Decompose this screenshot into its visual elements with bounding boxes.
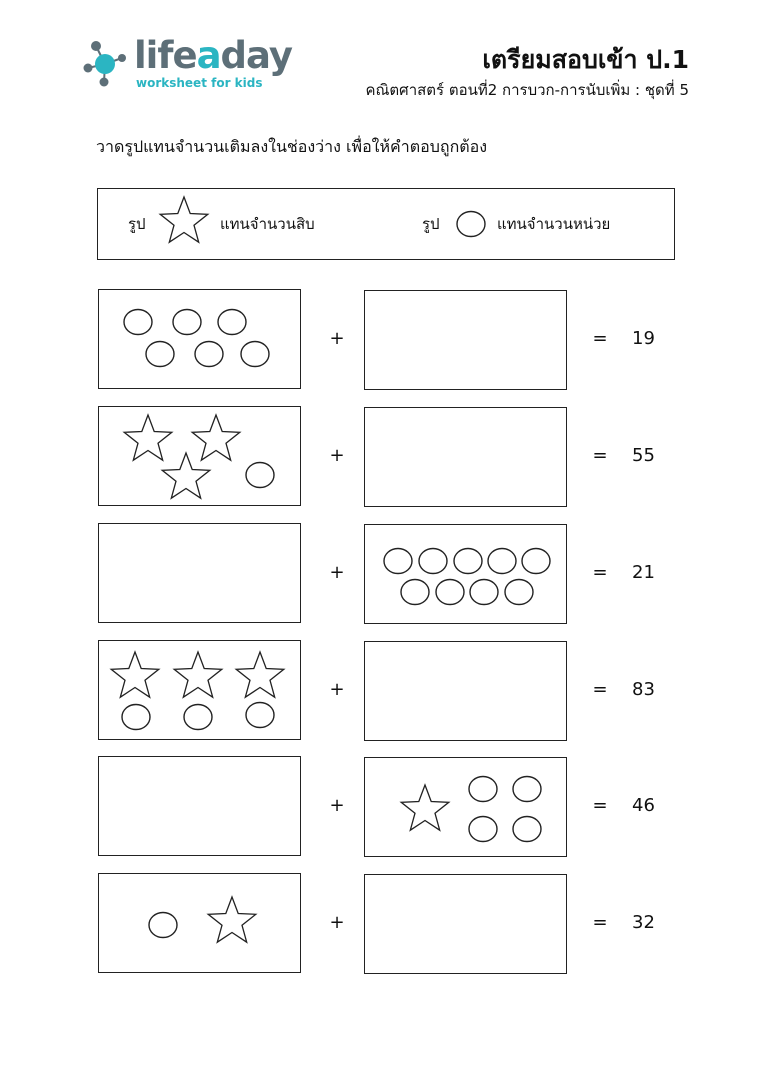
legend-tens-prefix: รูป: [128, 215, 146, 233]
answer-value: 19: [632, 328, 655, 349]
equals-sign: =: [592, 328, 608, 349]
plus-sign: +: [329, 679, 345, 700]
plus-sign: +: [329, 912, 345, 933]
left-answer-box: [98, 406, 301, 506]
equals-sign: =: [592, 679, 608, 700]
brand-tagline: worksheet for kids: [136, 76, 263, 90]
right-answer-box[interactable]: [364, 407, 567, 507]
right-answer-box[interactable]: [364, 641, 567, 741]
equals-sign: =: [592, 912, 608, 933]
left-answer-box: [98, 289, 301, 389]
answer-value: 83: [632, 679, 655, 700]
right-answer-box: [364, 757, 567, 857]
right-answer-box: [364, 524, 567, 624]
brand-name-suffix: day: [220, 34, 292, 77]
right-answer-box[interactable]: [364, 290, 567, 390]
right-answer-box[interactable]: [364, 874, 567, 974]
brand-logo: [82, 34, 292, 94]
left-answer-box: [98, 640, 301, 740]
answer-value: 32: [632, 912, 655, 933]
legend-tens-label: แทนจำนวนสิบ: [220, 215, 315, 233]
plus-sign: +: [329, 328, 345, 349]
answer-value: 21: [632, 562, 655, 583]
brand-name-prefix: life: [134, 34, 197, 77]
plus-sign: +: [329, 562, 345, 583]
left-answer-box[interactable]: [98, 523, 301, 623]
legend-ones-label: แทนจำนวนหน่วย: [497, 215, 611, 233]
plus-sign: +: [329, 445, 345, 466]
answer-value: 55: [632, 445, 655, 466]
brand-name-accent: a: [196, 34, 221, 77]
equals-sign: =: [592, 445, 608, 466]
equals-sign: =: [592, 562, 608, 583]
brand-name: [134, 34, 292, 78]
worksheet-subtitle: คณิตศาสตร์ ตอนที่2 การบวก-การนับเพิ่ม : ชุดที่ 5: [365, 81, 689, 99]
plus-sign: +: [329, 795, 345, 816]
legend-ones-prefix: รูป: [422, 215, 440, 233]
worksheet-title: เตรียมสอบเข้า ป.1: [482, 45, 689, 74]
left-answer-box: [98, 873, 301, 973]
answer-value: 46: [632, 795, 655, 816]
logo-molecule-icon: [82, 38, 132, 90]
instruction-text: วาดรูปแทนจำนวนเติมลงในช่องว่าง เพื่อให้คำตอบถูกต้อง: [96, 137, 488, 156]
equals-sign: =: [592, 795, 608, 816]
left-answer-box[interactable]: [98, 756, 301, 856]
